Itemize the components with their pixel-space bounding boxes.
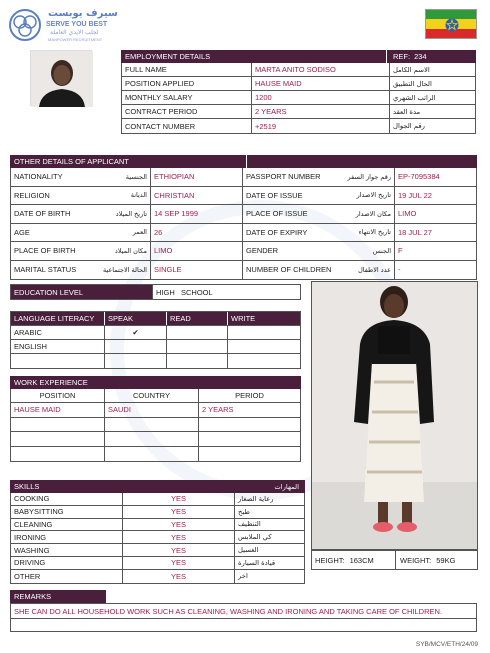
other-value-left: 26 [151, 224, 243, 242]
employment-label: CONTACT NUMBER [122, 119, 252, 133]
skills-title: SKILLS [14, 482, 40, 491]
other-details-row [11, 242, 476, 261]
skill-name-ar: طبخ [238, 507, 250, 516]
language-read [167, 340, 228, 353]
skill-row [11, 570, 304, 583]
remarks-title: REMARKS [14, 592, 52, 601]
logo-tagline: لجلب الايدي العاملة [50, 29, 99, 36]
other-label: DATE OF BIRTH [14, 209, 71, 219]
skill-value: YES [123, 570, 235, 583]
employment-value: HAUSE MAID [252, 77, 390, 90]
other-label-ar: الحالة الاجتماعية [102, 265, 147, 274]
work-position [11, 447, 105, 462]
other-label-ar: الديانة [130, 191, 147, 200]
other-label: AGE [14, 227, 30, 237]
other-label-ar: تاريخ الانتهاء [358, 228, 391, 237]
skill-row [11, 557, 304, 570]
skill-name-ar: الغسيل [238, 546, 259, 555]
language-speak: ✔ [105, 326, 167, 339]
company-logo [8, 8, 118, 44]
applicant-photo-small [30, 50, 92, 106]
skill-name: DRIVING [11, 557, 123, 569]
employment-value: 2 YEARS [252, 105, 390, 118]
language-name: ENGLISH [11, 340, 105, 353]
language-col-read: READ [167, 312, 228, 325]
language-col-name: LANGUAGE LITERACY [11, 312, 105, 325]
other-label: PASSPORT NUMBER [246, 172, 321, 182]
other-value-right: 19 JUL 22 [398, 190, 432, 200]
ref-value: 234 [414, 52, 427, 61]
work-period: 2 YEARS [202, 405, 234, 415]
skills-title-ar: المهارات [274, 482, 299, 491]
skill-name: IRONING [11, 531, 123, 543]
other-label-left [11, 242, 151, 260]
language-col-write: WRITE [231, 314, 256, 323]
other-label-ar: تاريخ الاصدار [356, 191, 391, 200]
other-label-right [243, 168, 395, 186]
skills-table [10, 493, 305, 584]
skill-row [11, 506, 304, 519]
language-speak [105, 340, 167, 353]
other-value-right: 18 JUL 27 [398, 227, 432, 237]
skill-value: YES [123, 493, 235, 505]
other-label-right [243, 261, 395, 280]
height-label: HEIGHT: [315, 555, 345, 565]
work-country: SAUDI [105, 403, 199, 417]
other-label-ar: رقم جواز السفر [347, 172, 391, 181]
work-row [11, 403, 300, 418]
employment-label: MONTHLY SALARY [122, 91, 252, 104]
other-label-ar: الجنسية [125, 172, 147, 181]
other-label-right [243, 242, 395, 260]
other-label-ar: العمر [132, 228, 147, 237]
applicant-photo-full [311, 281, 478, 550]
other-label-right [243, 224, 395, 242]
language-col-speak: SPEAK [105, 312, 167, 325]
other-label-left [11, 261, 151, 280]
other-label: NUMBER OF CHILDREN [246, 265, 332, 275]
other-label-ar: تاريخ الميلاد [115, 209, 147, 218]
employment-row [122, 91, 475, 105]
skill-name-ar: قيادة السيارة [238, 558, 276, 567]
remarks [10, 590, 477, 632]
skill-name: COOKING [11, 493, 123, 505]
other-details-row [11, 261, 476, 280]
logo-sub: MANPOWER RECRUITMENT [48, 37, 103, 42]
other-label: DATE OF ISSUE [246, 190, 303, 200]
work-row [11, 418, 300, 433]
other-value-left: SINGLE [151, 261, 243, 280]
ethiopia-flag [425, 9, 477, 39]
work-period [199, 447, 300, 462]
employment-details [121, 50, 476, 134]
language-row [11, 326, 300, 340]
other-details-row [11, 168, 476, 187]
other-value-left: LIMO [151, 242, 243, 260]
flag-star-emblem-icon [445, 18, 459, 32]
other-value-left: CHRISTIAN [151, 187, 243, 205]
other-details-header [10, 155, 477, 168]
work-country [105, 418, 199, 432]
other-label: PLACE OF ISSUE [246, 209, 308, 219]
logo-arabic: سيرف يوبست [48, 8, 118, 19]
work-title: WORK EXPERIENCE [14, 378, 88, 387]
other-value-right: - [398, 265, 401, 275]
other-value-left: ETHIOPIAN [151, 168, 243, 186]
skills-header [10, 480, 305, 493]
skill-name-ar: رعاية الصغار [238, 494, 274, 503]
employment-label: FULL NAME [122, 63, 252, 76]
language-header-row [11, 312, 300, 326]
measurements [311, 550, 478, 570]
remarks-box [10, 603, 477, 632]
other-label-left [11, 205, 151, 223]
work-position: HAUSE MAID [11, 403, 105, 417]
skill-row [11, 519, 304, 532]
work-table [10, 389, 301, 462]
work-position [11, 432, 105, 446]
other-label: PLACE OF BIRTH [14, 246, 76, 256]
other-details-table [10, 168, 477, 280]
skill-value: YES [123, 557, 235, 569]
employment-value: 1200 [252, 91, 390, 104]
work-country [105, 447, 199, 462]
other-label: DATE OF EXPIRY [246, 227, 308, 237]
employment-row [122, 77, 475, 91]
employment-label-ar: الحال التطبيق [393, 79, 432, 88]
education-level [10, 284, 301, 300]
work-position [11, 418, 105, 432]
language-write [228, 326, 300, 339]
skill-row [11, 493, 304, 506]
height-value: 163CM [349, 555, 374, 565]
employment-label-ar: الاسم الكامل [393, 65, 430, 74]
remarks-text: SHE CAN DO ALL HOUSEHOLD WORK SUCH AS CLEANING, WASHING AND IRONING AND TAKING CARE OF CHILDREN. [14, 606, 442, 616]
employment-title: EMPLOYMENT DETAILS [125, 52, 211, 61]
skill-row [11, 531, 304, 544]
education-value: HIGH SCHOOL [156, 287, 213, 297]
work-period [199, 418, 300, 432]
language-empty-row [11, 354, 300, 368]
skill-value: YES [123, 519, 235, 531]
document-code: SYB/MCV/ETH/24/09 [415, 641, 478, 648]
other-details-title: OTHER DETAILS OF APPLICANT [14, 157, 129, 166]
other-value-right: LIMO [398, 209, 417, 219]
other-label: RELIGION [14, 190, 50, 200]
language-literacy [10, 311, 301, 369]
language-write [228, 340, 300, 353]
skills [10, 480, 305, 584]
language-name: ARABIC [11, 326, 105, 339]
other-label: GENDER [246, 246, 279, 256]
employment-label: CONTRACT PERIOD [122, 105, 252, 118]
other-value-right: F [398, 246, 403, 256]
work-country [105, 432, 199, 446]
logo-emblem-icon [8, 8, 42, 42]
skill-value: YES [123, 531, 235, 543]
work-columns-row [11, 389, 300, 403]
other-label-ar: مكان الاصدار [355, 209, 391, 218]
other-label-right [243, 205, 395, 223]
skill-name-ar: التنظيف [238, 520, 261, 529]
employment-label-ar: رقم الجوال [393, 122, 425, 130]
employment-label: POSITION APPLIED [122, 77, 252, 90]
weight-label: WEIGHT: [400, 555, 432, 565]
other-details-row [11, 205, 476, 224]
other-label-ar: عدد الاطفال [358, 265, 391, 274]
skill-value: YES [123, 544, 235, 556]
work-header [10, 376, 301, 389]
other-label-left [11, 168, 151, 186]
other-label-left [11, 187, 151, 205]
work-period [199, 432, 300, 446]
other-details [10, 155, 477, 280]
ref-label: REF: [393, 52, 411, 61]
remarks-header [10, 590, 106, 603]
work-experience [10, 376, 301, 462]
language-read [167, 326, 228, 339]
other-label: MARITAL STATUS [14, 265, 77, 275]
other-value-left: 14 SEP 1999 [151, 205, 243, 223]
skill-name-ar: اخر [238, 572, 248, 581]
other-details-row [11, 187, 476, 206]
employment-label-ar: مدة العقد [393, 107, 421, 116]
skill-name: WASHING [11, 544, 123, 556]
work-col-position: POSITION [11, 389, 105, 402]
employment-row [122, 63, 475, 77]
employment-table [121, 63, 476, 134]
skill-name: BABYSITTING [11, 506, 123, 518]
skill-name-ar: كي الملابس [238, 533, 272, 542]
work-row [11, 432, 300, 447]
skill-row [11, 544, 304, 557]
skill-name: OTHER [11, 570, 123, 583]
education-label: EDUCATION LEVEL [11, 285, 153, 299]
skill-name: CLEANING [11, 519, 123, 531]
other-details-row [11, 224, 476, 243]
logo-english: SERVE YOU BEST [46, 21, 108, 28]
skill-value: YES [123, 506, 235, 518]
other-label-left [11, 224, 151, 242]
other-label-ar: الجنس [372, 246, 391, 255]
employment-row [122, 119, 475, 133]
other-value-right: EP-7095384 [398, 172, 440, 182]
employment-value: MARTA ANITO SODISO [252, 63, 390, 76]
other-label-right [243, 187, 395, 205]
work-col-period: PERIOD [235, 391, 264, 400]
work-row [11, 447, 300, 462]
work-col-country: COUNTRY [105, 389, 199, 402]
weight-value: 59KG [436, 555, 456, 565]
employment-value: +2519 [252, 119, 390, 133]
language-row [11, 340, 300, 354]
other-label-ar: مكان الميلاد [114, 246, 147, 255]
employment-row [122, 105, 475, 119]
employment-label-ar: الراتب الشهري [393, 93, 436, 102]
other-label: NATIONALITY [14, 172, 63, 182]
employment-header [121, 50, 476, 63]
